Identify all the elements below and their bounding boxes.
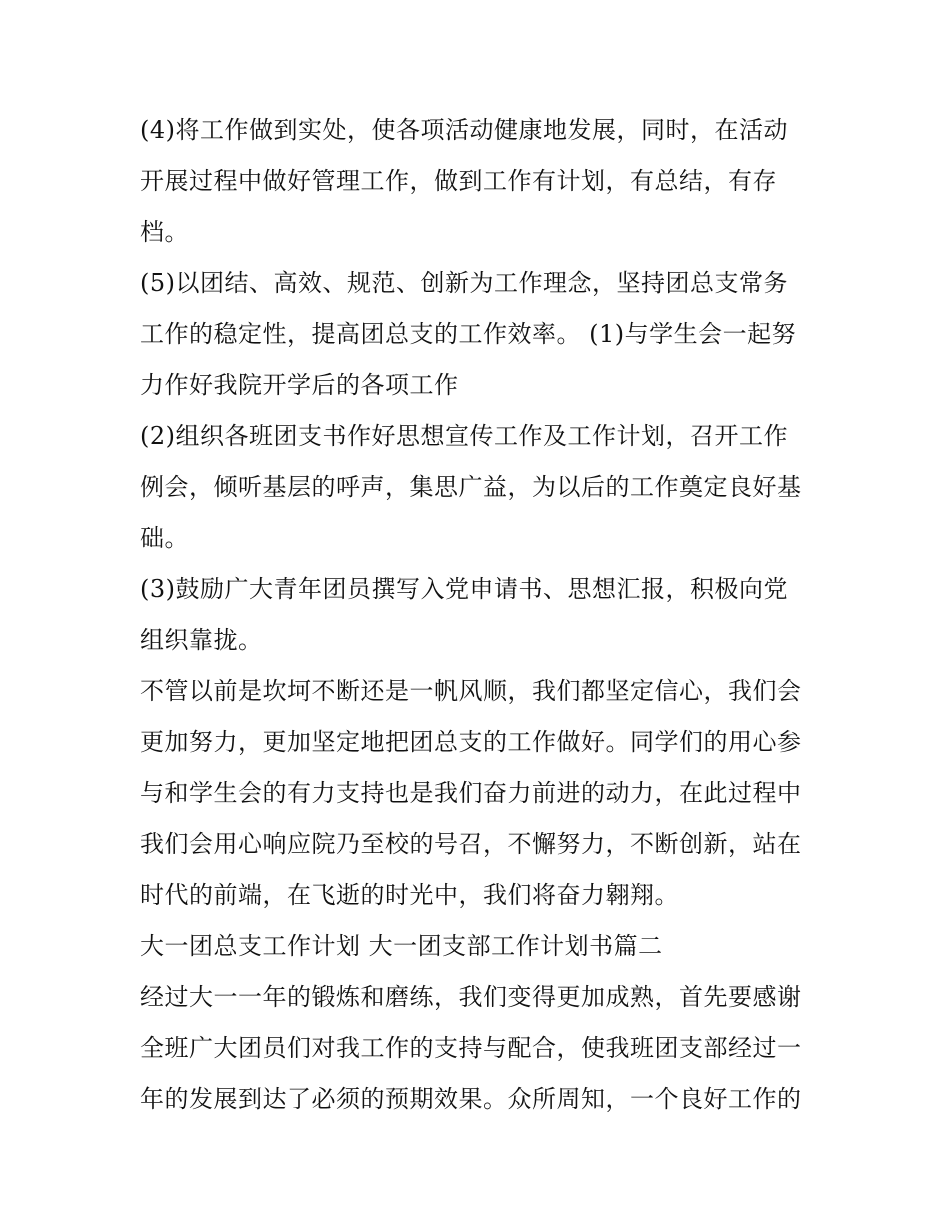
text-line: 组织靠拢。 — [140, 626, 263, 654]
text-line: 开展过程中做好管理工作，做到工作有计划，有总结，有存 — [140, 167, 777, 195]
text-line: 我们会用心响应院乃至校的号召，不懈努力，不断创新，站在 — [140, 830, 802, 858]
text-line: 全班广大团员们对我工作的支持与配合，使我班团支部经过一 — [140, 1034, 802, 1062]
text-line: 时代的前端，在飞逝的时光中，我们将奋力翱翔。 — [140, 881, 679, 909]
text-line: 力作好我院开学后的各项工作 — [140, 371, 459, 399]
text-line: (5)以团结、高效、规范、创新为工作理念，坚持团总支常务 — [140, 269, 788, 297]
text-line: 工作的稳定性，提高团总支的工作效率。 (1)与学生会一起努 — [140, 320, 797, 348]
text-line: (4)将工作做到实处，使各项活动健康地发展，同时，在活动 — [140, 116, 788, 144]
text-line: 年的发展到达了必须的预期效果。众所周知，一个良好工作的 — [140, 1085, 802, 1113]
document-body — [140, 105, 830, 1125]
section-heading: 大一团总支工作计划 大一团支部工作计划书篇二 — [140, 932, 663, 960]
text-line: (2)组织各班团支书作好思想宣传工作及工作计划，召开工作 — [140, 422, 788, 450]
text-line: 不管以前是坎坷不断还是一帆风顺，我们都坚定信心，我们会 — [140, 677, 802, 705]
text-line: (3)鼓励广大青年团员撰写入党申请书、思想汇报，积极向党 — [140, 575, 788, 603]
text-line: 础。 — [140, 524, 189, 552]
text-line: 例会，倾听基层的呼声，集思广益，为以后的工作奠定良好基 — [140, 473, 802, 501]
text-line: 档。 — [140, 218, 189, 246]
text-line: 与和学生会的有力支持也是我们奋力前进的动力，在此过程中 — [140, 779, 802, 807]
text-line: 经过大一一年的锻炼和磨练，我们变得更加成熟，首先要感谢 — [140, 983, 802, 1011]
text-line: 更加努力，更加坚定地把团总支的工作做好。同学们的用心参 — [140, 728, 802, 756]
